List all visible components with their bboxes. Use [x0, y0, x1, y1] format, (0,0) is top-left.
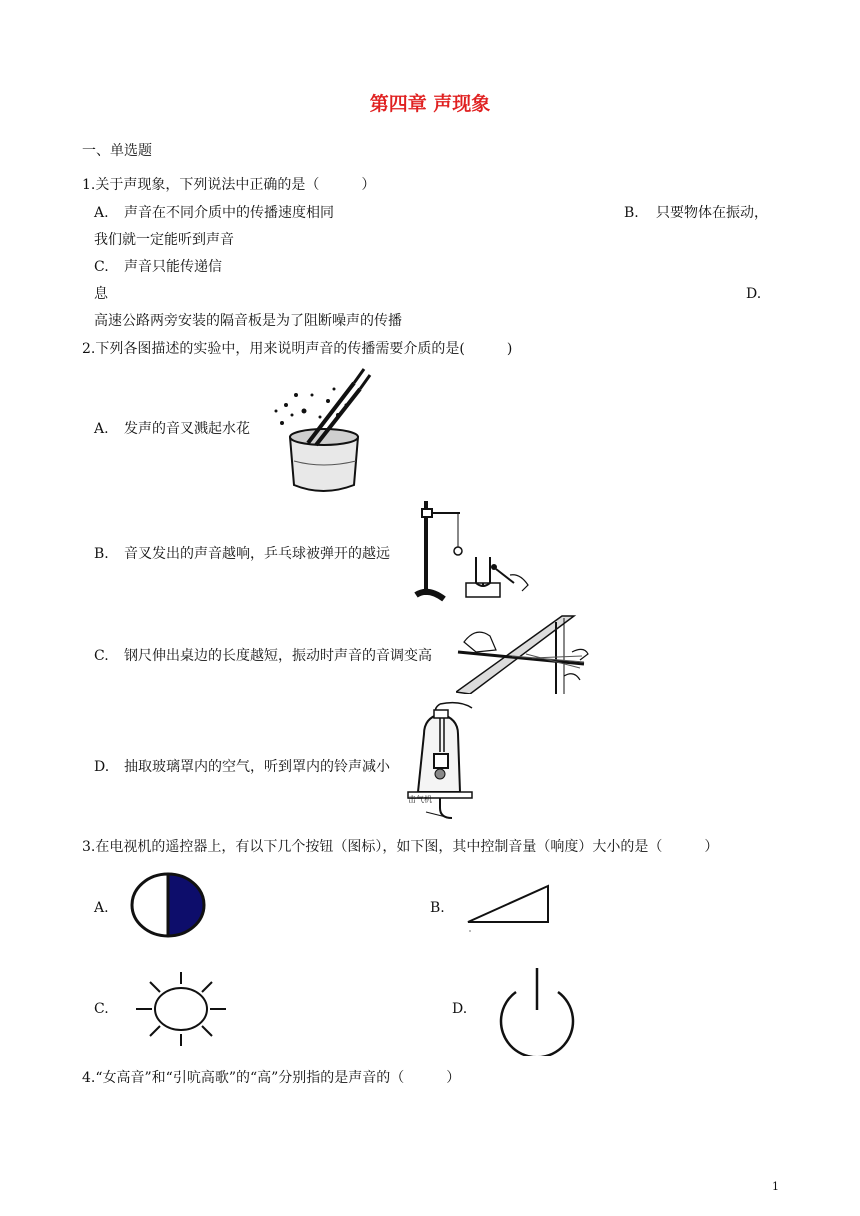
q1-option-d-label: D. — [746, 286, 762, 302]
q2-option-a-label: A. — [94, 421, 109, 437]
section-heading: 一、单选题 — [82, 143, 152, 159]
q2-option-a-text: 发声的音叉溅起水花 — [124, 421, 250, 437]
q1-option-d-continued: 高速公路两旁安装的隔音板是为了阻断噪声的传播 — [94, 313, 402, 329]
brightness-sun-icon — [126, 968, 236, 1050]
q1-option-a-text: 声音在不同介质中的传播速度相同 — [124, 205, 334, 221]
q3-option-c-label: C. — [94, 1001, 109, 1017]
page-number: 1 — [772, 1180, 779, 1193]
q2-option-b-label: B. — [94, 546, 109, 562]
q1-option-b-text: 只要物体在振动， — [656, 205, 768, 221]
bell-jar-figure — [400, 700, 490, 826]
pump-label: 击气机 — [408, 795, 432, 804]
q3-option-a-label: A. — [94, 900, 109, 916]
q3-option-d-label: D. — [452, 1001, 468, 1017]
q3-option-b-label: B. — [430, 900, 445, 916]
tuning-fork-water-figure — [268, 365, 378, 493]
volume-triangle-icon — [462, 880, 554, 936]
q2-option-c-text: 钢尺伸出桌边的长度越短，振动时声音的音调变高 — [124, 648, 432, 664]
q2-option-c-label: C. — [94, 648, 109, 664]
q1-stem: 1.关于声现象，下列说法中正确的是（ ） — [82, 177, 376, 193]
q3-stem: 3.在电视机的遥控器上，有以下几个按钮（图标），如下图，其中控制音量（响度）大小的是（ ） — [82, 839, 719, 855]
q2-option-b-text: 音叉发出的声音越响，乒乓球被弹开的越远 — [124, 546, 390, 562]
q1-option-a-label: A. — [94, 205, 109, 221]
page-title: 第四章 声现象 — [369, 93, 491, 115]
q1-option-c-label: C. — [94, 259, 109, 275]
power-icon — [492, 964, 582, 1056]
tuning-fork-ball-figure — [414, 495, 534, 605]
contrast-icon — [126, 870, 210, 940]
q1-option-b-label: B. — [624, 205, 639, 221]
q2-option-d-label: D. — [94, 759, 110, 775]
steel-ruler-figure — [456, 612, 592, 694]
q1-option-c-continued: 息 — [94, 286, 108, 302]
q2-option-d-text: 抽取玻璃罩内的空气，听到罩内的铃声减小 — [124, 759, 390, 775]
q1-option-c-text: 声音只能传递信 — [124, 259, 222, 275]
q1-option-b-continued: 我们就一定能听到声音 — [94, 232, 234, 248]
q2-stem: 2.下列各图描述的实验中，用来说明声音的传播需要介质的是( ) — [82, 341, 513, 357]
q4-stem: 4.“女高音”和“引吭高歌”的“高”分别指的是声音的（ ） — [82, 1070, 461, 1086]
